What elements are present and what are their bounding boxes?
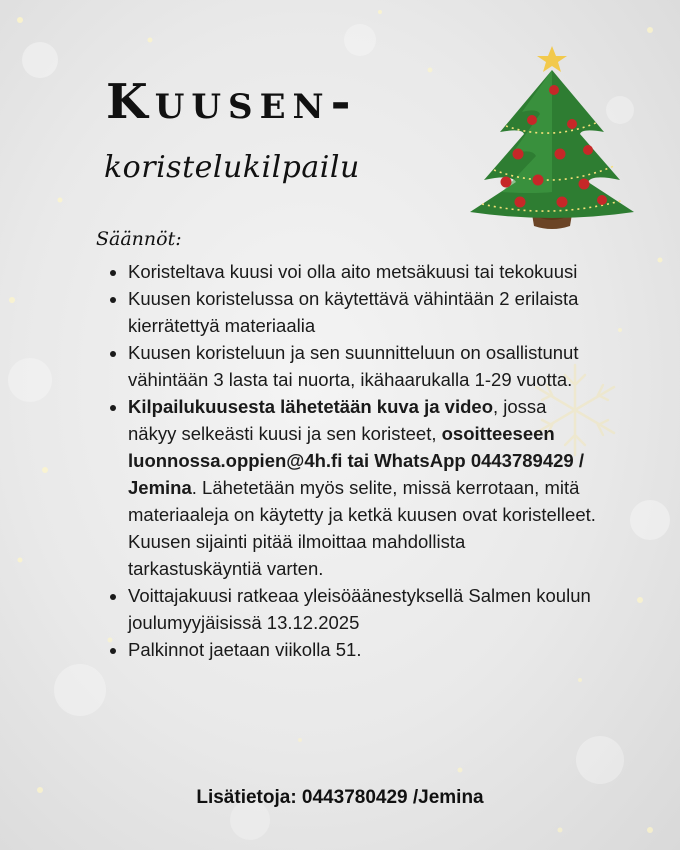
list-item: • Kuusen koristelussa on käytettävä vähintään 2 erilaista kierrätettyä materiaalia xyxy=(128,285,598,339)
rules-list xyxy=(100,258,598,663)
rules-heading: Säännöt: xyxy=(96,228,182,250)
christmas-tree-icon xyxy=(462,42,642,232)
title-sub: koristelukilpailu xyxy=(104,150,360,185)
list-item: • Palkinnot jaetaan viikolla 51. xyxy=(128,636,598,663)
list-item: • Voittajakuusi ratkeaa yleisöäänestyksellä Salmen koulun joulumyyjäisissä 13.12.2025 xyxy=(128,582,598,636)
list-item xyxy=(128,393,598,582)
footer-contact: Lisätietoja: 0443780429 /Jemina xyxy=(196,787,484,808)
rule-text: . Lähetetään myös selite, missä kerrotaan, mitä materiaaleja on käytetty ja ketkä kuusen ovat koristelleet. Kuusen sijainti pitää ilmoittaa mahdollista tarkastuskäyntiä varten. xyxy=(128,477,596,579)
list-item: • Koristeltava kuusi voi olla aito metsäkuusi tai tekokuusi xyxy=(128,258,598,285)
contact-info: osoitteeseen luonnossa.oppien@4h.fi tai WhatsApp 0443789429 / Jemina xyxy=(128,423,584,498)
rule-bold-text: Kilpailukuusesta lähetetään kuva ja video xyxy=(128,396,493,417)
rule-text: , jossa näkyy selkeästi kuusi ja sen koristeet, xyxy=(128,396,547,444)
list-item: • Kuusen koristeluun ja sen suunnitteluun on osallistunut vähintään 3 lasta tai nuorta, ikähaarukalla 1-29 vuotta. xyxy=(128,339,598,393)
title-main: Kuusen- xyxy=(106,74,358,130)
